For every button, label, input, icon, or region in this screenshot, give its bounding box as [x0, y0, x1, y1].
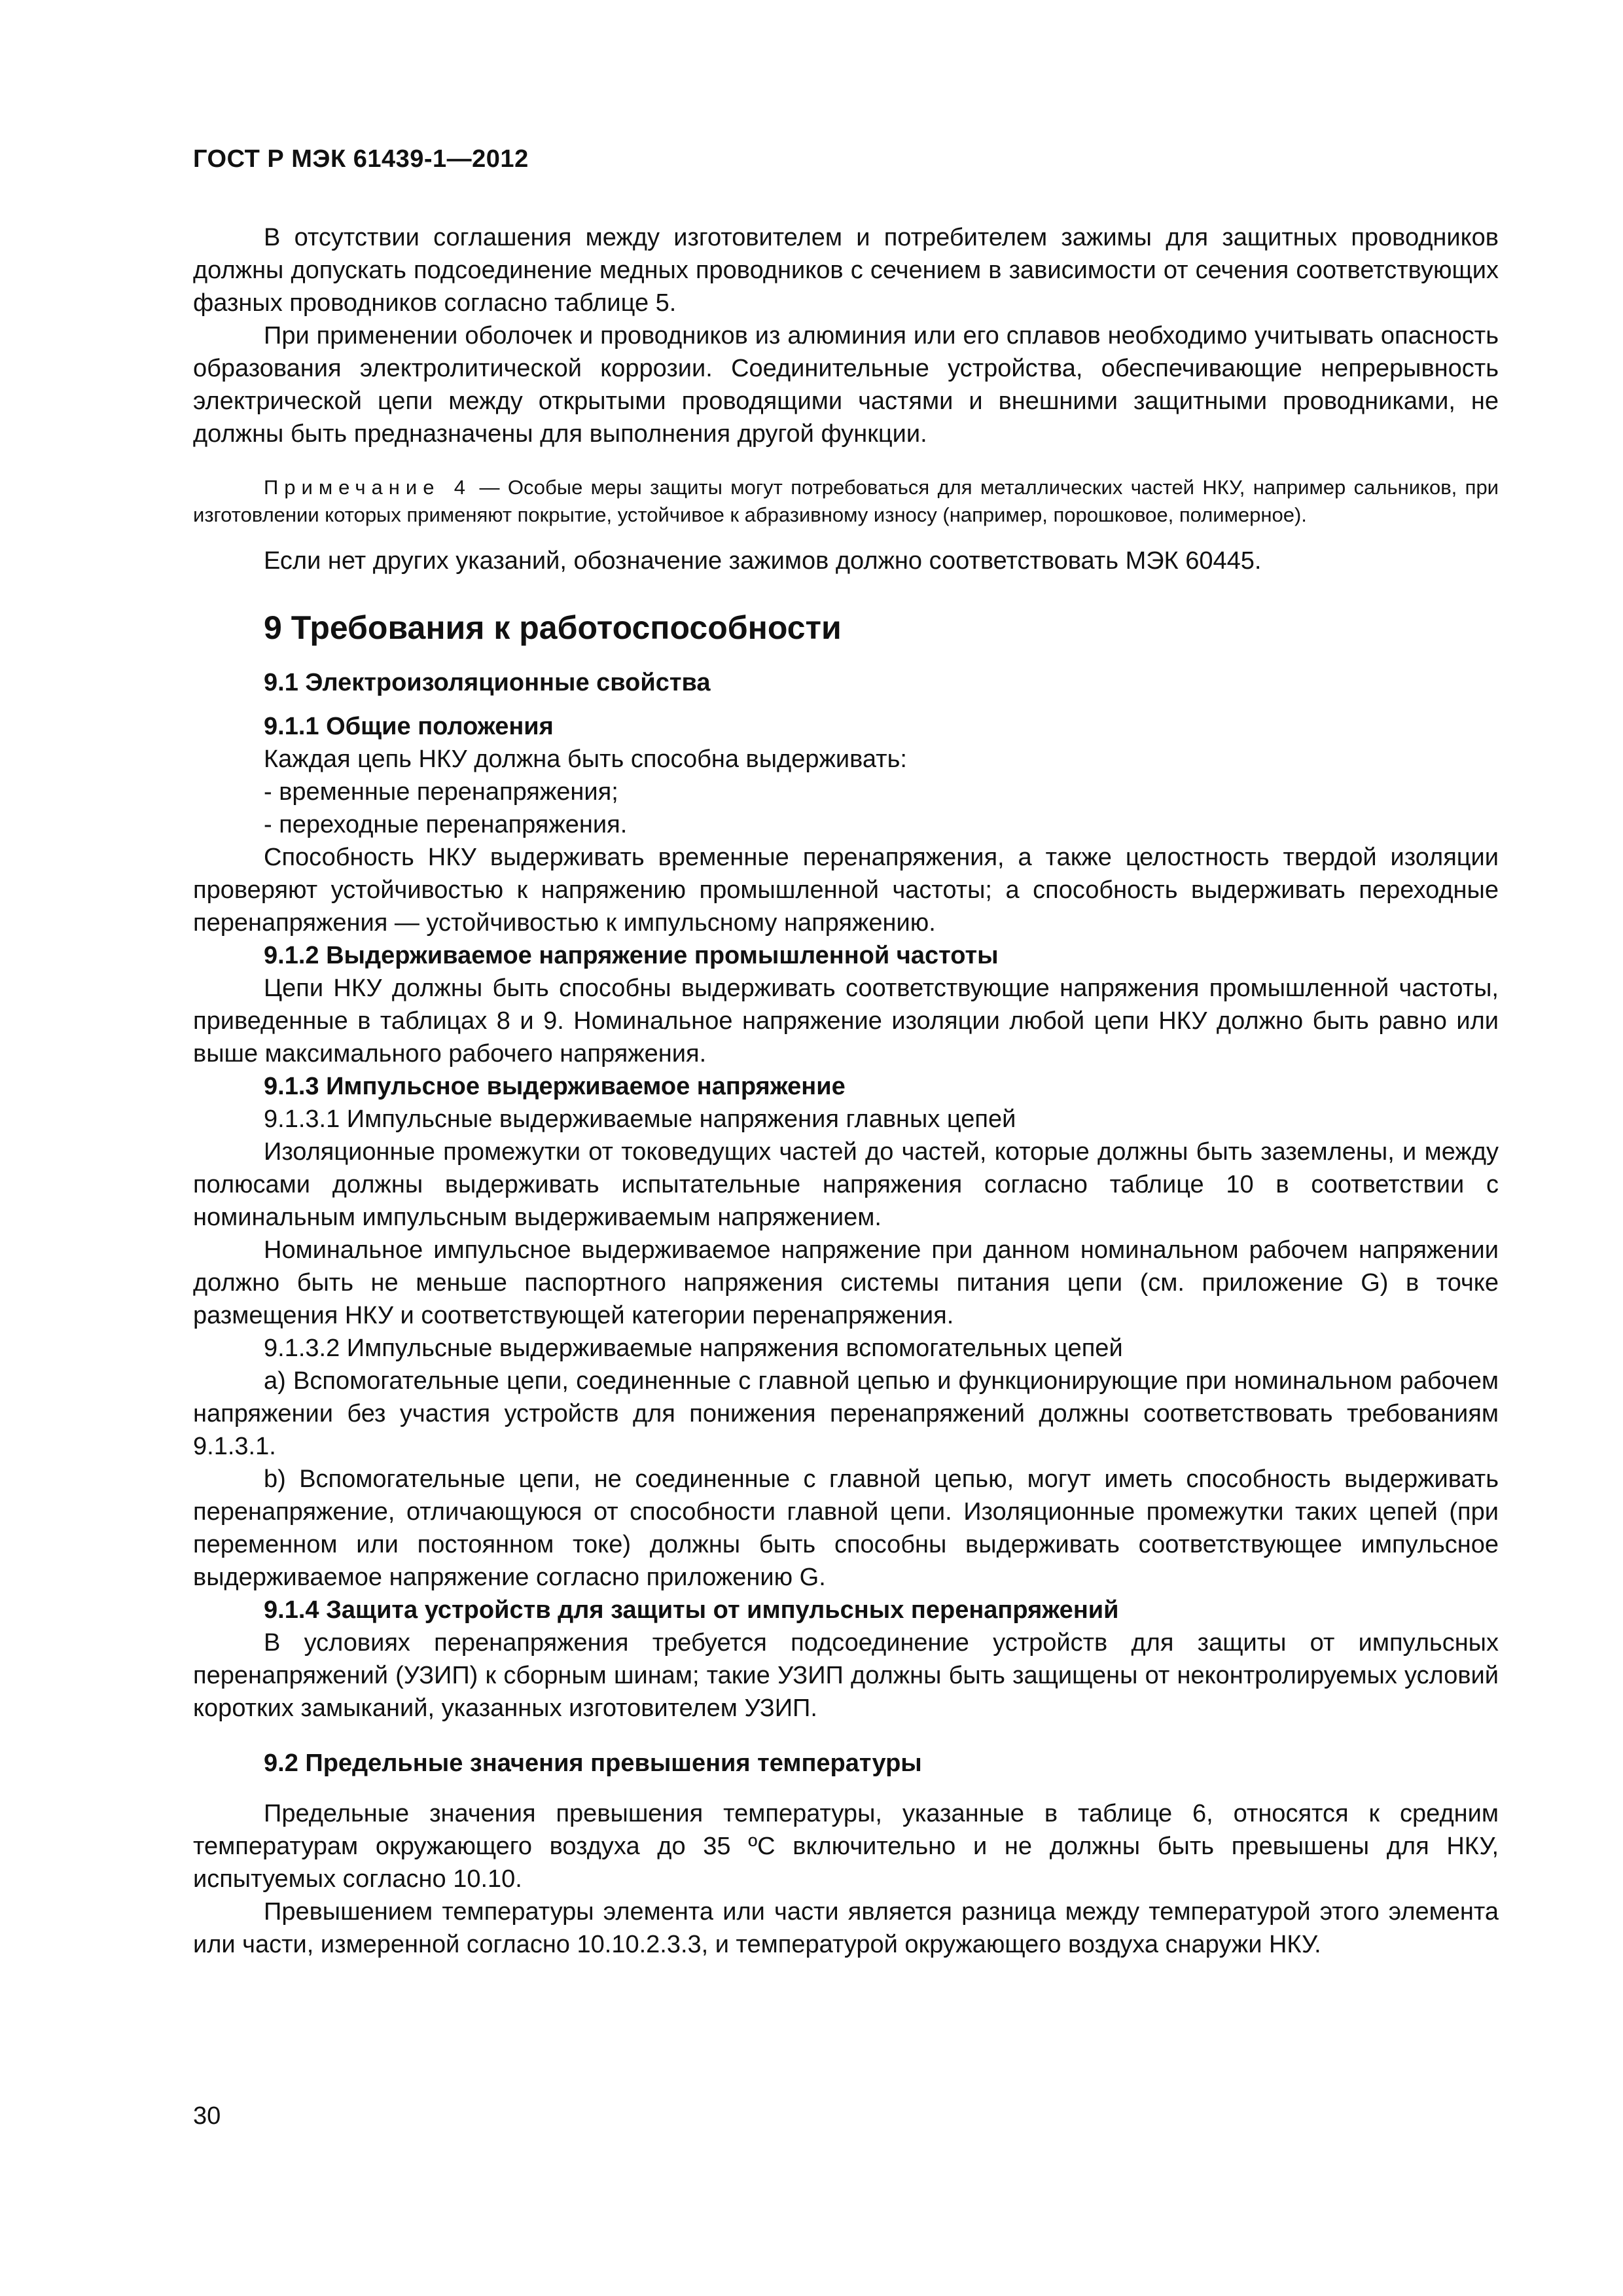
page-number: 30	[193, 2102, 221, 2130]
section-9-1-1-intro: Каждая цепь НКУ должна быть способна выдерживать:	[264, 745, 907, 773]
section-9-1-1-text: Способность НКУ выдерживать временные перенапряжения, а также целостность твердой изоляции проверяют устойчивостью к напряжению промышленной частоты; а способность выдерживать переходные перенапряжения — устойчивостью к импульсному напряжению.	[193, 844, 1499, 937]
section-9-1-3-2-item-b: b) Вспомогательные цепи, не соединенные с главной цепью, могут иметь способность выдерживать перенапряжение, отличающуюся от способности главной цепи. Изоляционные промежутки таких цепей (при переменном или постоянном токе) должны быть способны выдерживать соответствующее импульсное выдерживаемое напряжение согласно приложению G.	[193, 1465, 1499, 1591]
paragraph-protective-conductors: В отсутствии соглашения между изготовителем и потребителем зажимы для защитных проводников должны допускать подсоединение медных проводников с сечением в зависимости от сечения соответствующих фазных проводников согласно таблице 5.	[193, 224, 1499, 317]
section-9-1-3-title: 9.1.3 Импульсное выдерживаемое напряжение	[264, 1073, 846, 1100]
standard-header: ГОСТ Р МЭК 61439-1—2012	[193, 145, 529, 173]
section-9-1-2-text: Цепи НКУ должны быть способны выдерживать соответствующие напряжения промышленной частоты, приведенные в таблицах 8 и 9. Номинальное напряжение изоляции любой цепи НКУ должно быть равно или выше максимального рабочего напряжения.	[193, 975, 1499, 1067]
section-9-1-title: 9.1 Электроизоляционные свойства	[264, 669, 711, 696]
section-9-2-paragraph-1: Предельные значения превышения температуры, указанные в таблице 6, относятся к средним температурам окружающего воздуха до 35 ºС включительно и не должны быть превышены для НКУ, испытуемых согласно 10.10.	[193, 1800, 1499, 1893]
page-content	[193, 221, 1499, 1961]
section-9-1-3-1-title: 9.1.3.1 Импульсные выдерживаемые напряжения главных цепей	[264, 1105, 1016, 1133]
section-9-1-4-title: 9.1.4 Защита устройств для защиты от импульсных перенапряжений	[264, 1596, 1119, 1624]
section-9-1-3-2-title: 9.1.3.2 Импульсные выдерживаемые напряжения вспомогательных цепей	[264, 1335, 1123, 1362]
section-9-2-title: 9.2 Предельные значения превышения температуры	[264, 1749, 922, 1777]
paragraph-aluminium-corrosion: При применении оболочек и проводников из алюминия или его сплавов необходимо учитывать опасность образования электролитической коррозии. Соединительные устройства, обеспечивающие непрерывность электрической цепи между открытыми проводящими частями и внешними защитными проводниками, не должны быть предназначены для выполнения другой функции.	[193, 322, 1499, 448]
note-text: — Особые меры защиты могут потребоваться для металлических частей НКУ, например сальников, при изготовлении которых применяют покрытие, устойчивое к абразивному износу (например, порошковое, полимерное).	[193, 476, 1499, 526]
paragraph-terminal-marking: Если нет других указаний, обозначение зажимов должно соответствовать МЭК 60445.	[264, 547, 1262, 575]
list-item: - временные перенапряжения;	[264, 778, 618, 806]
list-item: - переходные перенапряжения.	[264, 811, 628, 838]
section-9-1-2-title: 9.1.2 Выдерживаемое напряжение промышленной частоты	[264, 942, 999, 969]
note-4	[193, 474, 1499, 529]
section-9-title: 9 Требования к работоспособности	[264, 609, 842, 646]
section-9-1-4-text: В условиях перенапряжения требуется подсоединение устройств для защиты от импульсных перенапряжений (УЗИП) к сборным шинам; такие УЗИП должны быть защищены от неконтролируемых условий коротких замыканий, указанных изготовителем УЗИП.	[193, 1629, 1499, 1722]
section-9-1-3-1-paragraph-2: Номинальное импульсное выдерживаемое напряжение при данном номинальном рабочем напряжении должно быть не меньше паспортного напряжения системы питания цепи (см. приложение G) в точке размещения НКУ и соответствующей категории перенапряжения.	[193, 1236, 1499, 1329]
section-9-1-3-2-item-a: a) Вспомогательные цепи, соединенные с главной цепью и функционирующие при номинальном рабочем напряжении без участия устройств для понижения перенапряжений должны соответствовать требованиям 9.1.3.1.	[193, 1367, 1499, 1460]
note-label: Примечание 4	[264, 476, 472, 499]
section-9-2-paragraph-2: Превышением температуры элемента или части является разница между температурой этого элемента или части, измеренной согласно 10.10.2.3.3, и температурой окружающего воздуха снаружи НКУ.	[193, 1898, 1499, 1958]
section-9-1-1-title: 9.1.1 Общие положения	[264, 713, 554, 740]
section-9-1-3-1-paragraph-1: Изоляционные промежутки от токоведущих частей до частей, которые должны быть заземлены, и между полюсами должны выдерживать испытательные напряжения согласно таблице 10 в соответствии с номинальным импульсным выдерживаемым напряжением.	[193, 1138, 1499, 1231]
